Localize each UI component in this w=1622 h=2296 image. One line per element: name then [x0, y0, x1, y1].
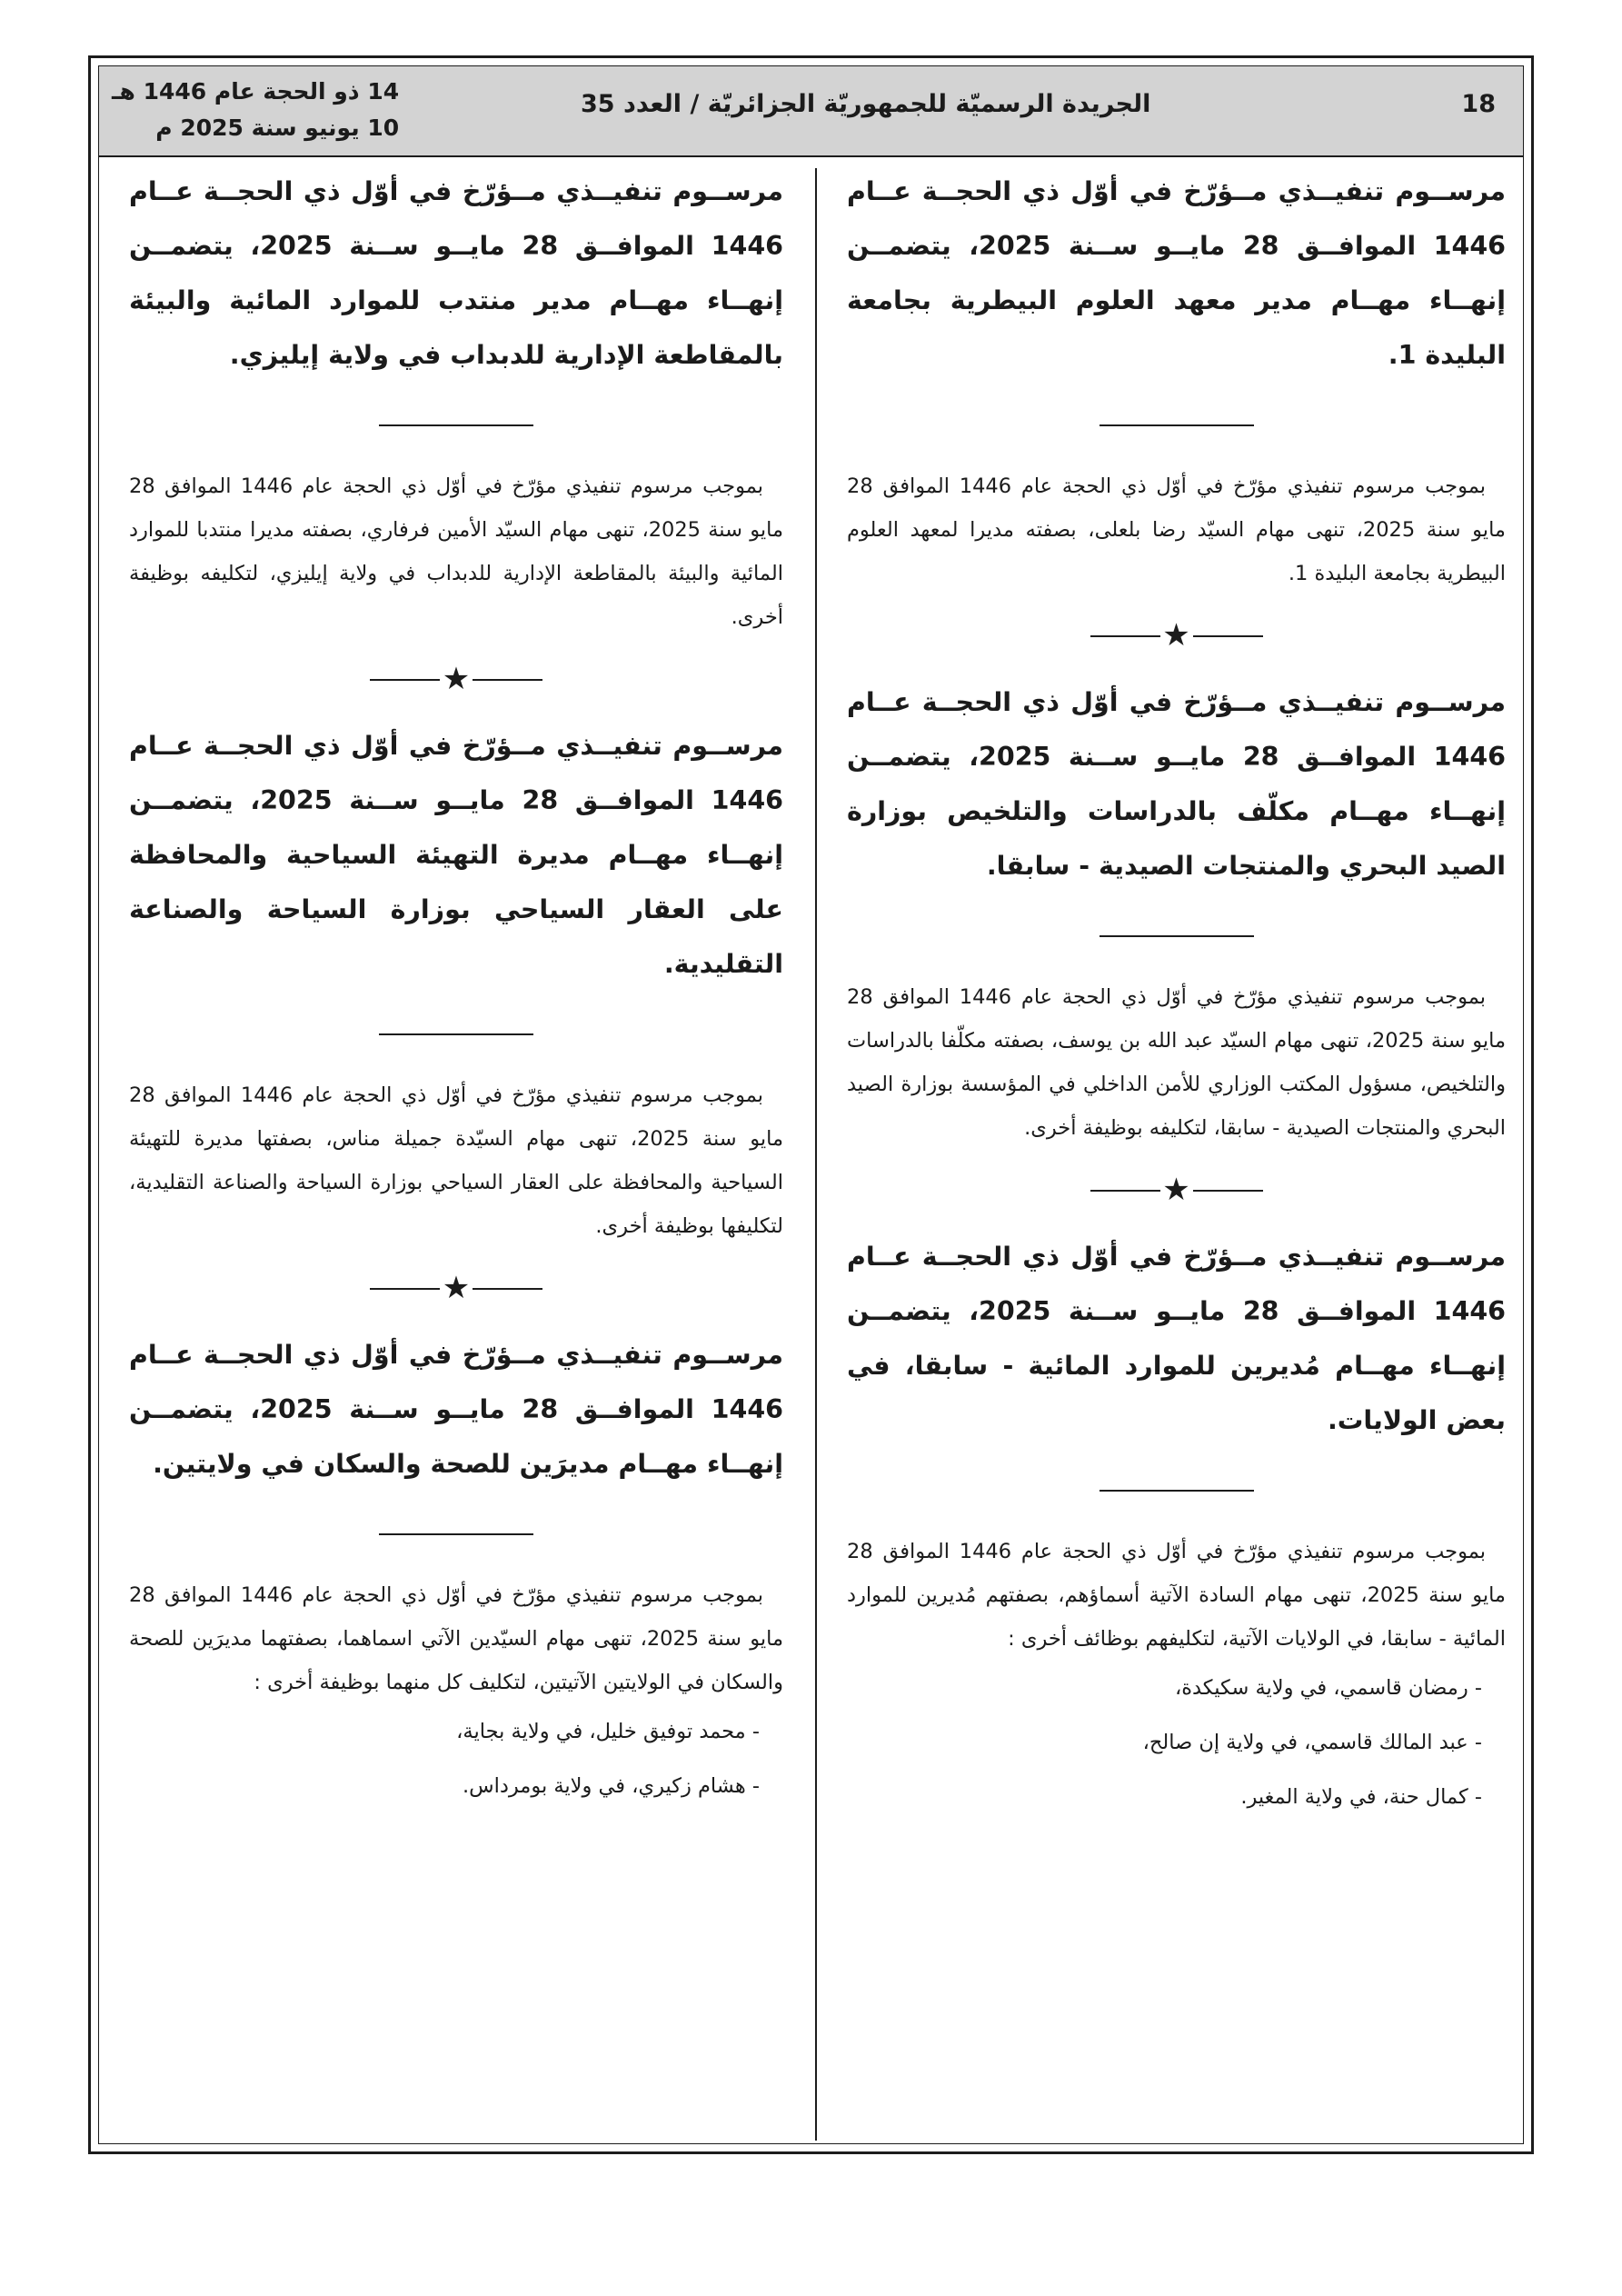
title-separator [847, 893, 1506, 975]
decree-title: مرســوم تنفيــذي مــؤرّخ في أوّل ذي الحجــة عــام 1446 الموافــق 28 مايــو ســنة 2025، يتضمــن إنهــاء مهــام مكلّف بالدراسات والتلخيص بوزارة الصيد البحري والمنتجات الصيدية - سابقا. [847, 687, 1506, 881]
decree-block [129, 165, 783, 639]
decree-block [129, 719, 783, 1248]
list-item: - عبد المالك قاسمي، في ولاية إن صالح، [1142, 1731, 1482, 1754]
date-gregorian: 10 يونيو سنة 2025 م [155, 115, 400, 141]
decree-body: بموجب مرسوم تنفيذي مؤرّخ في أوّل ذي الحجة عام 1446 الموافق 28 مايو سنة 2025، تنهى مهام السيّد الأمين فرفاري، بصفته مديرا منتدبا للموارد المائية والبيئة بالمقاطعة الإدارية للدبداب في ولاية إيليزي، لتكليفه بوظيفة أخرى. [129, 474, 783, 629]
decree-block [129, 1328, 783, 1813]
decree-title: مرســوم تنفيــذي مــؤرّخ في أوّل ذي الحجــة عــام 1446 الموافــق 28 مايــو ســنة 2025، يتضمــن إنهــاء مهــام مدير منتدب للموارد المائية والبيئة بالمقاطعة الإدارية للدبداب في ولاية إيليزي. [129, 176, 783, 370]
star-icon: ★ [1160, 1172, 1193, 1208]
date-hijri: 14 ذو الحجة عام 1446 هـ [112, 78, 400, 105]
decree-body: بموجب مرسوم تنفيذي مؤرّخ في أوّل ذي الحجة عام 1446 الموافق 28 مايو سنة 2025، تنهى مهام السادة الآتية أسماؤهم، بصفتهم مُديرين للموارد المائية - سابقا، في الولايات الآتية، لتكليفهم بوظائف أخرى : [847, 1540, 1506, 1651]
page-frame-inner [98, 65, 1524, 2144]
star-icon: ★ [440, 1270, 473, 1306]
decree-block [847, 1230, 1506, 1824]
decree-title: مرســوم تنفيــذي مــؤرّخ في أوّل ذي الحجــة عــام 1446 الموافــق 28 مايــو ســنة 2025، يتضمــن إنهــاء مهــام مدير معهد العلوم البيطرية بجامعة البليدة 1. [847, 176, 1506, 370]
issue-date [112, 74, 399, 146]
title-separator [847, 383, 1506, 464]
decree-body: بموجب مرسوم تنفيذي مؤرّخ في أوّل ذي الحجة عام 1446 الموافق 28 مايو سنة 2025، تنهى مهام السيّد رضا بلعلى، بصفته مديرا لمعهد العلوم البيطرية بجامعة البليدة 1. [847, 474, 1506, 585]
decree-body: بموجب مرسوم تنفيذي مؤرّخ في أوّل ذي الحجة عام 1446 الموافق 28 مايو سنة 2025، تنهى مهام السيّدة جميلة مناس، بصفتها مديرة للتهيئة السياحية والمحافظة على العقار السياحي بوزارة السياحة والصناعة التقليدية، لتكليفها بوظيفة أخرى. [129, 1083, 783, 1238]
left-column [129, 165, 783, 1813]
page-header [99, 66, 1523, 157]
title-separator [129, 383, 783, 464]
title-separator [129, 992, 783, 1073]
list-item: - رمضان قاسمي، في ولاية سكيكدة، [1174, 1676, 1482, 1700]
list-item: - كمال حنة، في ولاية المغير. [1240, 1785, 1482, 1809]
star-separator [847, 595, 1506, 675]
star-icon: ★ [1160, 617, 1193, 654]
page-frame [88, 55, 1534, 2154]
star-separator [129, 1248, 783, 1328]
star-separator [129, 639, 783, 719]
gazette-title: الجريدة الرسميّة للجمهوريّة الجزائريّة / العدد 35 [581, 90, 1151, 118]
title-separator [847, 1448, 1506, 1530]
decree-title: مرســوم تنفيــذي مــؤرّخ في أوّل ذي الحجــة عــام 1446 الموافــق 28 مايــو ســنة 2025، يتضمــن إنهــاء مهــام مديرة التهيئة السياحية والمحافظة على العقار السياحي بوزارة السياحة والصناعة التقليدية. [129, 731, 783, 979]
list-item: - هشام زكيري، في ولاية بومرداس. [462, 1774, 760, 1798]
right-column [847, 165, 1506, 1824]
decree-block [847, 165, 1506, 595]
column-divider [815, 168, 817, 2141]
star-icon: ★ [440, 661, 473, 697]
list-item: - محمد توفيق خليل، في ولاية بجاية، [456, 1720, 760, 1743]
decree-title: مرســوم تنفيــذي مــؤرّخ في أوّل ذي الحجــة عــام 1446 الموافــق 28 مايــو ســنة 2025، يتضمــن إنهــاء مهــام مديرَين للصحة والسكان في ولايتين. [129, 1340, 783, 1479]
title-separator [129, 1492, 783, 1573]
decree-body: بموجب مرسوم تنفيذي مؤرّخ في أوّل ذي الحجة عام 1446 الموافق 28 مايو سنة 2025، تنهى مهام السيّد عبد الله بن يوسف، بصفته مكلّفا بالدراسات والتلخيص، مسؤول المكتب الوزاري للأمن الداخلي في المؤسسة بوزارة الصيد البحري والمنتجات الصيدية - سابقا، لتكليفه بوظيفة أخرى. [847, 985, 1507, 1140]
star-separator [847, 1150, 1506, 1230]
decree-title: مرســوم تنفيــذي مــؤرّخ في أوّل ذي الحجــة عــام 1446 الموافــق 28 مايــو ســنة 2025، يتضمــن إنهــاء مهــام مُديرين للموارد المائية - سابقا، في بعض الولايات. [847, 1242, 1506, 1435]
decree-body: بموجب مرسوم تنفيذي مؤرّخ في أوّل ذي الحجة عام 1446 الموافق 28 مايو سنة 2025، تنهى مهام السيّدين الآتي اسماهما، بصفتهما مديرَين للصحة والسكان في الولايتين الآتيتين، لتكليف كل منهما بوظيفة أخرى : [129, 1583, 783, 1694]
page-number: 18 [1461, 90, 1496, 118]
decree-block [847, 675, 1506, 1150]
